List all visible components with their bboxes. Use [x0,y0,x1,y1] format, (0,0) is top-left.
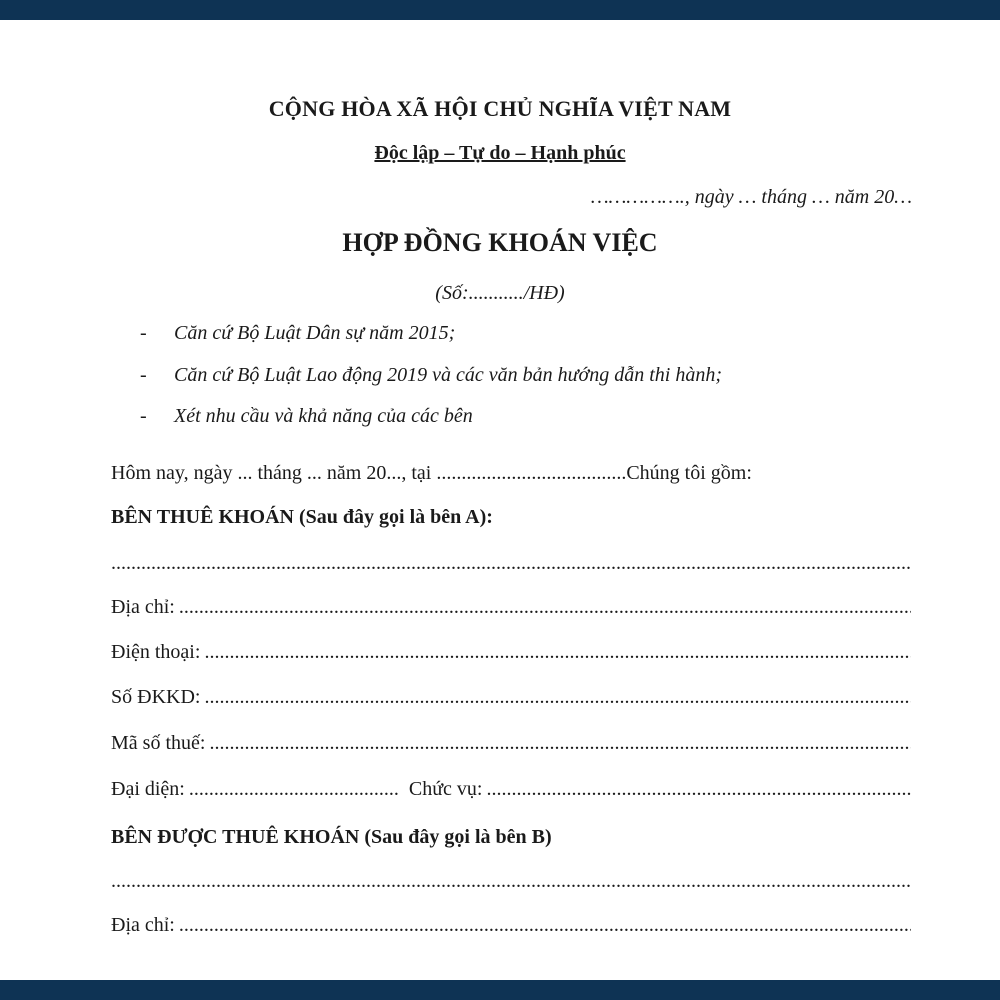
party-a-name-line [111,552,911,575]
fill-line [204,686,911,709]
document-title: HỢP ĐỒNG KHOÁN VIỆC [342,228,658,257]
party-b-name-line [111,870,911,893]
party-a-business-reg-field [111,686,911,709]
party-a-tax-code-field [111,732,911,755]
document-number: (Số:.........../HĐ) [435,282,565,304]
address-label: Địa chỉ: [111,914,175,936]
fill-line [179,596,911,619]
party-a-representative-field [111,778,911,801]
address-label: Địa chỉ: [111,596,175,618]
intro-paragraph: Hôm nay, ngày ... tháng ... năm 20..., tại ......................................Chúng tôi gồm: [111,462,752,484]
party-a-address-field [111,596,911,619]
bullet-dash: - [140,364,147,386]
place-date-line: ……………., ngày … tháng … năm 20… [590,186,912,208]
party-a-heading: BÊN THUÊ KHOÁN (Sau đây gọi là bên A): [111,506,493,528]
fill-line [179,914,911,937]
fill-line [487,778,912,801]
party-b-address-field [111,914,911,937]
legal-basis-item [140,364,722,387]
national-title: CỘNG HÒA XÃ HỘI CHỦ NGHĨA VIỆT NAM [268,96,732,121]
party-a-phone-field [111,641,911,664]
representative-label: Đại diện: [111,778,185,800]
legal-basis-text: Xét nhu cầu và khả năng của các bên [174,405,473,427]
legal-basis-item [140,405,473,428]
fill-line [189,778,399,801]
tax-code-label: Mã số thuế: [111,732,206,754]
bottom-border-bar [0,980,1000,1000]
top-border-bar [0,0,1000,20]
legal-basis-text: Căn cứ Bộ Luật Lao động 2019 và các văn bản hướng dẫn thi hành; [174,364,723,386]
position-label: Chức vụ: [408,778,483,800]
fill-line [204,641,911,664]
national-motto: Độc lập – Tự do – Hạnh phúc [374,142,626,164]
bullet-dash: - [140,405,147,427]
legal-basis-text: Căn cứ Bộ Luật Dân sự năm 2015; [174,322,456,344]
fill-line [209,732,911,755]
business-reg-label: Số ĐKKD: [111,686,201,708]
bullet-dash: - [140,322,147,344]
phone-label: Điện thoại: [111,641,201,663]
legal-basis-item [140,322,455,345]
party-b-heading: BÊN ĐƯỢC THUÊ KHOÁN (Sau đây gọi là bên B) [111,826,552,848]
